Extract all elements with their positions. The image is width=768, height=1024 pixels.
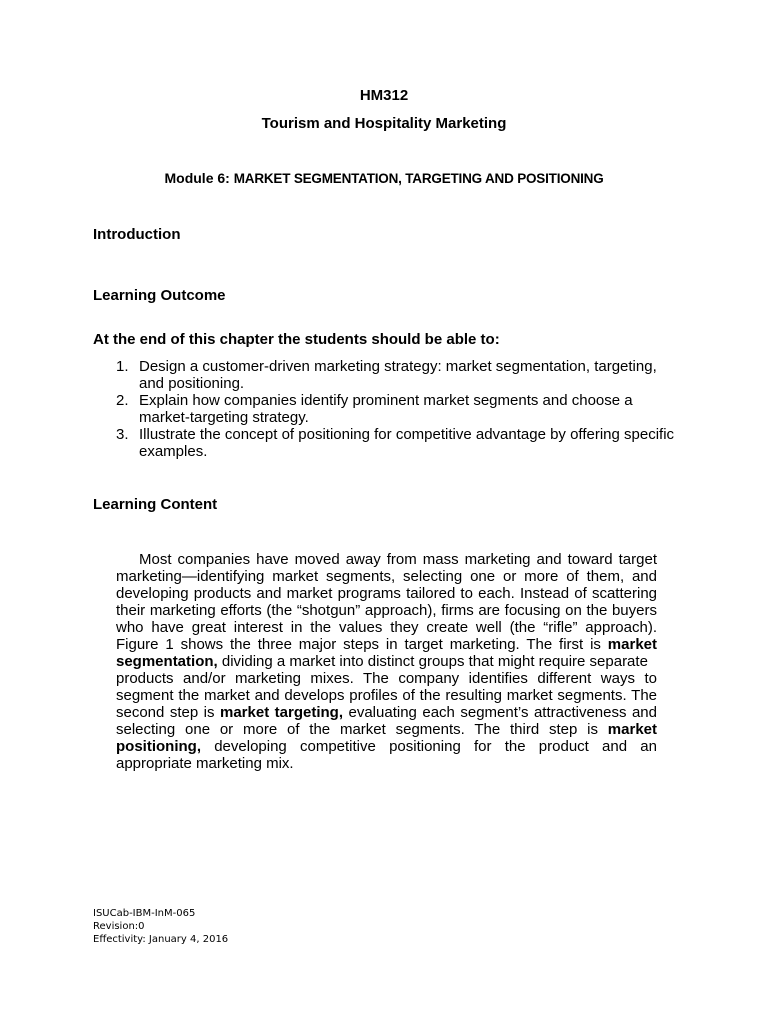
term-positioning: market positioning, bbox=[116, 721, 657, 755]
list-text: Illustrate the concept of positioning for competitive advantage by offering specific examples. bbox=[139, 426, 675, 460]
paragraph-text: products and/or marketing mixes. The company identifies different ways to segment the market and develops profiles of the resulting market segments. The second step is bbox=[116, 670, 657, 721]
list-number: 1. bbox=[116, 358, 129, 375]
footer-effectivity: Effectivity: January 4, 2016 bbox=[93, 934, 229, 945]
content-paragraph-2 bbox=[116, 670, 657, 772]
list-item bbox=[116, 426, 676, 460]
module-prefix: Module 6: bbox=[164, 170, 234, 186]
module-name: MARKET SEGMENTATION, TARGETING AND POSITIONING bbox=[233, 171, 604, 186]
paragraph-text: evaluating each segment’s attractiveness and selecting one or more of the market segments. The third step is bbox=[116, 704, 657, 738]
outcome-intro-heading: At the end of this chapter the students should be able to: bbox=[93, 331, 500, 348]
list-item bbox=[116, 392, 676, 426]
term-targeting: market targeting, bbox=[220, 704, 344, 721]
learning-content-heading: Learning Content bbox=[93, 496, 218, 513]
list-number: 3. bbox=[116, 426, 129, 443]
module-title bbox=[0, 170, 768, 186]
paragraph-text: Most companies have moved away from mass marketing and toward target marketing—identifying market segments, selecting one or more of them, and developing products and market programs tailored to each. Instead of scattering their marketing efforts (the “shotgun” approach), firms are focusing on the buyers who have great interest in the values they create well (the “rifle” approach). Figure 1 shows the three major steps in target marketing. The first is bbox=[116, 551, 657, 653]
footer-revision: Revision:0 bbox=[93, 921, 145, 932]
introduction-heading: Introduction bbox=[93, 226, 181, 243]
list-text: Explain how companies identify prominent market segments and choose a market-targeting strategy. bbox=[139, 392, 633, 426]
paragraph-text: dividing a market into distinct groups that might require separate bbox=[217, 653, 648, 670]
outcomes-list bbox=[116, 358, 676, 460]
list-text: Design a customer-driven marketing strategy: market segmentation, targeting, and positioning. bbox=[139, 358, 657, 392]
page-footer bbox=[93, 907, 228, 946]
term-segmentation: market segmentation, bbox=[116, 636, 657, 670]
list-item bbox=[116, 358, 676, 392]
course-code: HM312 bbox=[359, 87, 409, 104]
learning-outcome-heading: Learning Outcome bbox=[93, 287, 226, 304]
footer-doc-id: ISUCab-IBM-InM-065 bbox=[93, 908, 196, 919]
list-number: 2. bbox=[116, 392, 129, 409]
paragraph-text: developing competitive positioning for the product and an appropriate marketing mix. bbox=[116, 738, 657, 772]
learning-content-body bbox=[116, 551, 657, 772]
content-paragraph-1 bbox=[116, 551, 657, 670]
course-title: Tourism and Hospitality Marketing bbox=[261, 115, 507, 132]
